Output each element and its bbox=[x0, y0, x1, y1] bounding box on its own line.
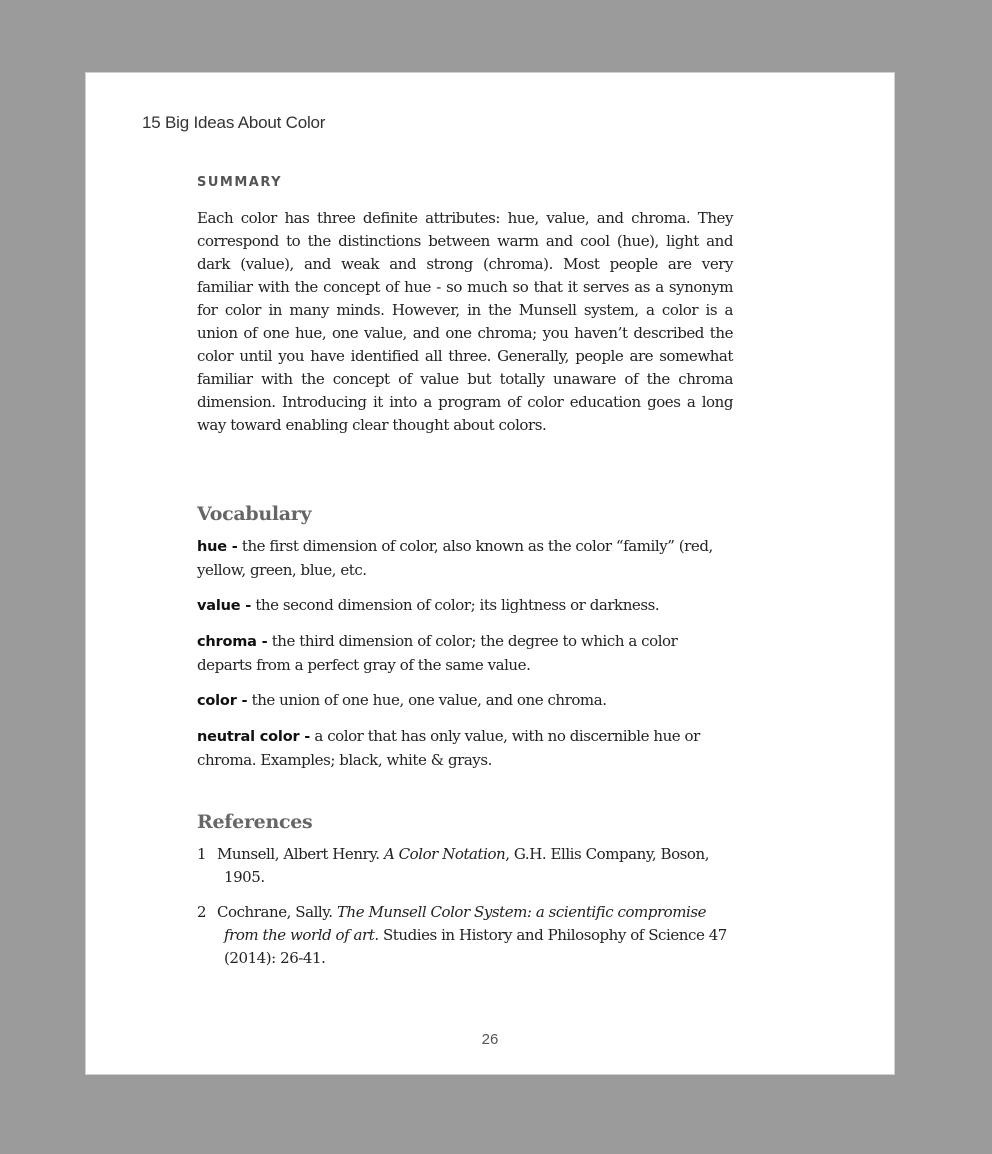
reference-number: 1 bbox=[197, 845, 207, 863]
vocab-item-neutral-color bbox=[197, 725, 733, 772]
vocab-term: chroma - bbox=[197, 634, 268, 650]
vocab-definition: the first dimension of color, also known as the color “family” (red, yellow, green, blue, etc. bbox=[197, 537, 713, 579]
reference-item bbox=[197, 843, 733, 889]
references-heading: References bbox=[197, 811, 313, 833]
reference-details: . Studies in History and Philosophy of Science 47 (2014): 26-41. bbox=[224, 926, 727, 967]
document-page bbox=[85, 72, 895, 1075]
reference-title: The Munsell Color System: a scientific compromise from the world of art bbox=[224, 903, 707, 944]
vocab-term: neutral color - bbox=[197, 729, 311, 745]
page-content bbox=[197, 173, 733, 982]
reference-number: 2 bbox=[197, 903, 207, 921]
vocab-definition: the second dimension of color; its lightness or darkness. bbox=[255, 596, 660, 614]
vocab-item-value bbox=[197, 594, 733, 618]
vocab-item-color bbox=[197, 689, 733, 713]
reference-item bbox=[197, 901, 733, 970]
reference-title: A Color Notation bbox=[383, 845, 506, 863]
summary-body: Each color has three definite attributes: hue, value, and chroma. They correspond to the distinctions between warm and cool (hue), light and dark (value), and weak and strong (chroma). Most people are very familiar with the concept of hue - so much so that it serves as a synonym for color in many minds. However, in the Munsell system, a color is a union of one hue, one value, and one chroma; you haven’t described the color until you have identified all three. Generally, people are somewhat familiar with the concept of value but totally unaware of the chroma dimension. Introducing it into a program of color education goes a long way toward enabling clear thought about colors. bbox=[197, 209, 733, 434]
vocab-definition: the third dimension of color; the degree to which a color departs from a perfect gray of the same value. bbox=[197, 632, 678, 674]
vocab-definition: a color that has only value, with no discernible hue or chroma. Examples; black, white & grays. bbox=[197, 727, 700, 769]
summary-heading: SUMMARY bbox=[197, 175, 283, 190]
vocab-term: value - bbox=[197, 598, 252, 614]
page-number: 26 bbox=[481, 1031, 499, 1048]
vocab-definition: the union of one hue, one value, and one chroma. bbox=[251, 691, 607, 709]
reference-author: Cochrane, Sally. bbox=[217, 903, 333, 921]
vocab-term: color - bbox=[197, 693, 248, 709]
vocab-item-chroma bbox=[197, 630, 733, 677]
reference-details: , G.H. Ellis Company, Boson, 1905. bbox=[224, 845, 710, 886]
vocab-term: hue - bbox=[197, 539, 238, 555]
reference-author: Munsell, Albert Henry. bbox=[217, 845, 380, 863]
vocabulary-heading: Vocabulary bbox=[197, 503, 312, 525]
vocab-item-hue bbox=[197, 535, 733, 582]
running-head: 15 Big Ideas About Color bbox=[142, 113, 326, 132]
